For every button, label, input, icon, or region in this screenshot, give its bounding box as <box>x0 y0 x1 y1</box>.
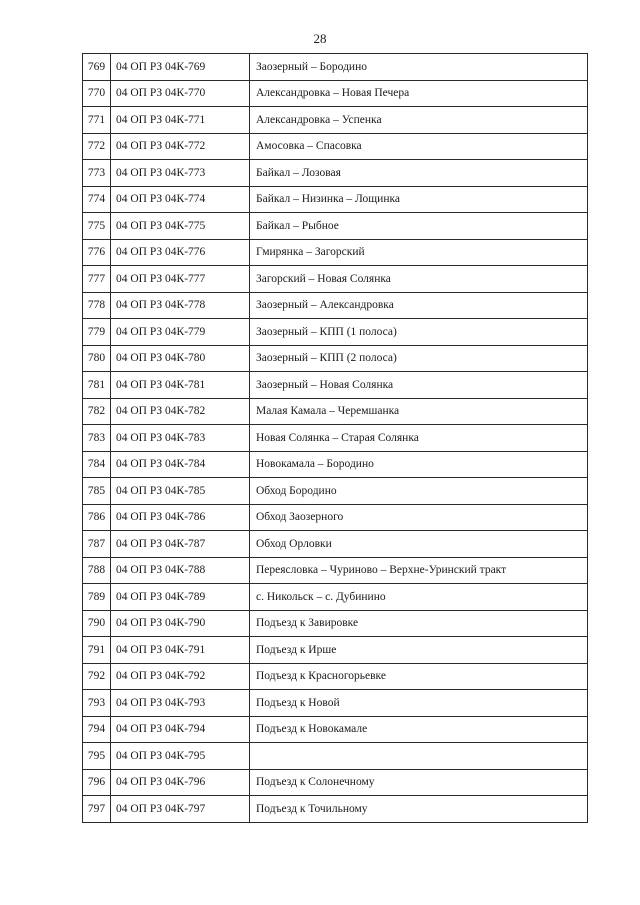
road-name-cell: Гмирянка – Загорский <box>250 239 588 266</box>
row-number-cell: 795 <box>83 743 111 770</box>
road-name-cell: Новая Солянка – Старая Солянка <box>250 425 588 452</box>
road-name-cell: Заозерный – КПП (1 полоса) <box>250 319 588 346</box>
road-name-cell: Байкал – Рыбное <box>250 213 588 240</box>
road-name-cell: с. Никольск – с. Дубинино <box>250 584 588 611</box>
road-code-cell: 04 ОП РЗ 04К-793 <box>111 690 250 717</box>
road-code-cell: 04 ОП РЗ 04К-791 <box>111 637 250 664</box>
table-row <box>83 239 588 266</box>
row-number-cell: 791 <box>83 637 111 664</box>
row-number-cell: 796 <box>83 769 111 796</box>
table-row <box>83 557 588 584</box>
road-code-cell: 04 ОП РЗ 04К-777 <box>111 266 250 293</box>
road-name-cell: Обход Бородино <box>250 478 588 505</box>
table-row <box>83 80 588 107</box>
table-row <box>83 345 588 372</box>
road-code-cell: 04 ОП РЗ 04К-779 <box>111 319 250 346</box>
row-number-cell: 780 <box>83 345 111 372</box>
table-row <box>83 133 588 160</box>
road-code-cell: 04 ОП РЗ 04К-783 <box>111 425 250 452</box>
table-row <box>83 160 588 187</box>
road-name-cell: Подъезд к Новой <box>250 690 588 717</box>
road-code-cell: 04 ОП РЗ 04К-778 <box>111 292 250 319</box>
road-code-cell: 04 ОП РЗ 04К-780 <box>111 345 250 372</box>
road-code-cell: 04 ОП РЗ 04К-786 <box>111 504 250 531</box>
row-number-cell: 785 <box>83 478 111 505</box>
road-code-cell: 04 ОП РЗ 04К-772 <box>111 133 250 160</box>
road-code-cell: 04 ОП РЗ 04К-790 <box>111 610 250 637</box>
row-number-cell: 786 <box>83 504 111 531</box>
road-name-cell: Заозерный – Новая Солянка <box>250 372 588 399</box>
table-row <box>83 584 588 611</box>
table-row <box>83 372 588 399</box>
row-number-cell: 781 <box>83 372 111 399</box>
row-number-cell: 779 <box>83 319 111 346</box>
road-code-cell: 04 ОП РЗ 04К-784 <box>111 451 250 478</box>
table-row <box>83 398 588 425</box>
table-row <box>83 319 588 346</box>
table-row <box>83 690 588 717</box>
row-number-cell: 770 <box>83 80 111 107</box>
table-row <box>83 663 588 690</box>
row-number-cell: 788 <box>83 557 111 584</box>
row-number-cell: 787 <box>83 531 111 558</box>
row-number-cell: 782 <box>83 398 111 425</box>
road-code-cell: 04 ОП РЗ 04К-795 <box>111 743 250 770</box>
roads-table <box>82 53 588 823</box>
table-row <box>83 451 588 478</box>
road-code-cell: 04 ОП РЗ 04К-770 <box>111 80 250 107</box>
road-name-cell: Обход Орловки <box>250 531 588 558</box>
row-number-cell: 772 <box>83 133 111 160</box>
table-row <box>83 54 588 81</box>
row-number-cell: 769 <box>83 54 111 81</box>
row-number-cell: 790 <box>83 610 111 637</box>
table-row <box>83 743 588 770</box>
table-row <box>83 610 588 637</box>
row-number-cell: 794 <box>83 716 111 743</box>
row-number-cell: 775 <box>83 213 111 240</box>
road-name-cell: Амосовка – Спасовка <box>250 133 588 160</box>
roads-table-body <box>83 54 588 823</box>
road-name-cell: Переясловка – Чуриново – Верхне-Уринский тракт <box>250 557 588 584</box>
road-name-cell: Байкал – Лозовая <box>250 160 588 187</box>
row-number-cell: 792 <box>83 663 111 690</box>
road-name-cell: Подъезд к Новокамале <box>250 716 588 743</box>
road-code-cell: 04 ОП РЗ 04К-782 <box>111 398 250 425</box>
road-name-cell: Заозерный – Бородино <box>250 54 588 81</box>
table-row <box>83 769 588 796</box>
road-name-cell: Подъезд к Красногорьевке <box>250 663 588 690</box>
road-name-cell: Байкал – Низинка – Лощинка <box>250 186 588 213</box>
row-number-cell: 771 <box>83 107 111 134</box>
table-row <box>83 716 588 743</box>
road-code-cell: 04 ОП РЗ 04К-785 <box>111 478 250 505</box>
road-code-cell: 04 ОП РЗ 04К-789 <box>111 584 250 611</box>
table-row <box>83 425 588 452</box>
road-code-cell: 04 ОП РЗ 04К-781 <box>111 372 250 399</box>
road-code-cell: 04 ОП РЗ 04К-797 <box>111 796 250 823</box>
road-name-cell: Новокамала – Бородино <box>250 451 588 478</box>
row-number-cell: 789 <box>83 584 111 611</box>
table-row <box>83 107 588 134</box>
road-name-cell: Обход Заозерного <box>250 504 588 531</box>
road-name-cell: Подъезд к Завировке <box>250 610 588 637</box>
road-name-cell: Заозерный – КПП (2 полоса) <box>250 345 588 372</box>
page-number: 28 <box>313 31 327 46</box>
road-code-cell: 04 ОП РЗ 04К-773 <box>111 160 250 187</box>
row-number-cell: 777 <box>83 266 111 293</box>
road-code-cell: 04 ОП РЗ 04К-788 <box>111 557 250 584</box>
road-code-cell: 04 ОП РЗ 04К-794 <box>111 716 250 743</box>
row-number-cell: 778 <box>83 292 111 319</box>
table-row <box>83 478 588 505</box>
road-name-cell: Подъезд к Ирше <box>250 637 588 664</box>
road-code-cell: 04 ОП РЗ 04К-771 <box>111 107 250 134</box>
road-code-cell: 04 ОП РЗ 04К-774 <box>111 186 250 213</box>
road-code-cell: 04 ОП РЗ 04К-792 <box>111 663 250 690</box>
table-row <box>83 292 588 319</box>
row-number-cell: 773 <box>83 160 111 187</box>
road-code-cell: 04 ОП РЗ 04К-787 <box>111 531 250 558</box>
road-name-cell: Загорский – Новая Солянка <box>250 266 588 293</box>
row-number-cell: 776 <box>83 239 111 266</box>
table-row <box>83 213 588 240</box>
road-name-cell: Подъезд к Солонечному <box>250 769 588 796</box>
table-row <box>83 796 588 823</box>
row-number-cell: 797 <box>83 796 111 823</box>
row-number-cell: 784 <box>83 451 111 478</box>
table-row <box>83 531 588 558</box>
road-code-cell: 04 ОП РЗ 04К-776 <box>111 239 250 266</box>
road-name-cell: Подъезд к Точильному <box>250 796 588 823</box>
road-code-cell: 04 ОП РЗ 04К-769 <box>111 54 250 81</box>
table-row <box>83 637 588 664</box>
row-number-cell: 783 <box>83 425 111 452</box>
table-row <box>83 186 588 213</box>
table-row <box>83 504 588 531</box>
road-name-cell: Заозерный – Александровка <box>250 292 588 319</box>
road-code-cell: 04 ОП РЗ 04К-796 <box>111 769 250 796</box>
road-name-cell: Александровка – Новая Печера <box>250 80 588 107</box>
road-name-cell: Александровка – Успенка <box>250 107 588 134</box>
row-number-cell: 774 <box>83 186 111 213</box>
row-number-cell: 793 <box>83 690 111 717</box>
road-code-cell: 04 ОП РЗ 04К-775 <box>111 213 250 240</box>
road-name-cell <box>250 743 588 770</box>
road-name-cell: Малая Камала – Черемшанка <box>250 398 588 425</box>
table-row <box>83 266 588 293</box>
